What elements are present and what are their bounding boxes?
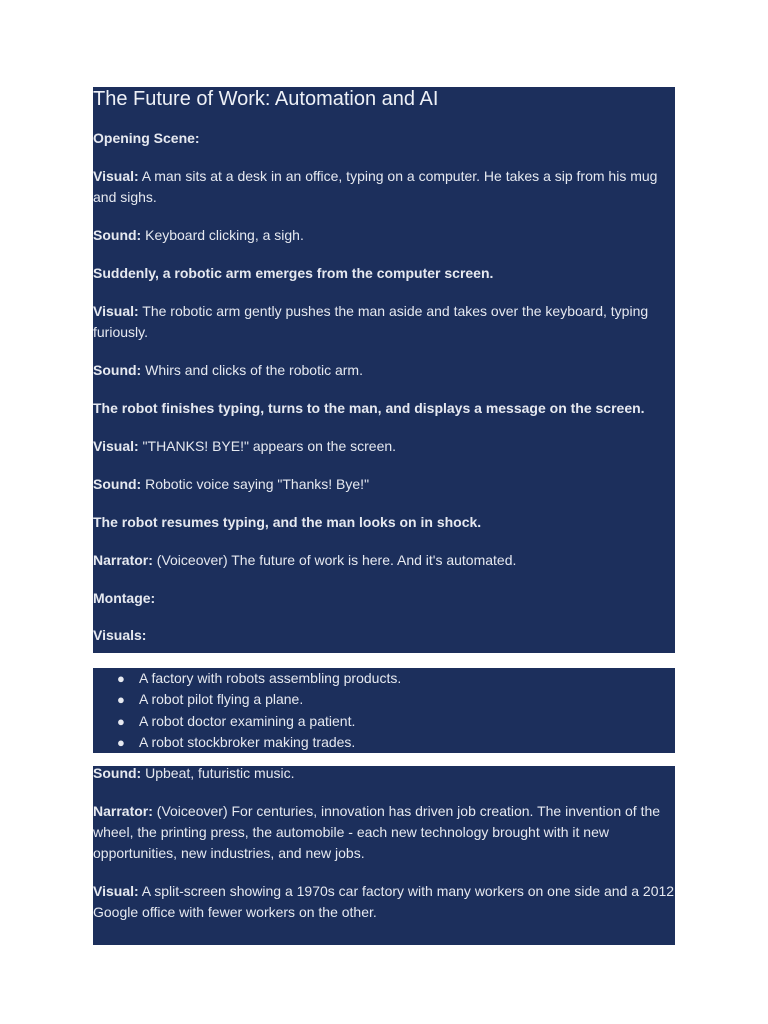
paragraph-visual-1: Visual: A man sits at a desk in an office, typing on a computer. He takes a sip from his mug and sighs. bbox=[93, 168, 658, 205]
list-item: ● A robot stockbroker making trades. bbox=[93, 732, 675, 753]
document-title: The Future of Work: Automation and AI bbox=[93, 88, 439, 110]
paragraph-visual-4: Visual: A split-screen showing a 1970s car factory with many workers on one side and a 2012 Google office with fewer workers on the other. bbox=[93, 883, 675, 920]
paragraph-visual-3: Visual: "THANKS! BYE!" appears on the screen. bbox=[93, 438, 397, 454]
paragraph-sound-1: Sound: Keyboard clicking, a sigh. bbox=[93, 227, 304, 243]
paragraph-sound-4: Sound: Upbeat, futuristic music. bbox=[93, 765, 295, 781]
bullet-icon: ● bbox=[117, 692, 125, 708]
visuals-list bbox=[93, 668, 675, 753]
paragraph-montage: Montage: bbox=[93, 590, 156, 606]
bullet-icon: ● bbox=[117, 671, 125, 686]
paragraph-narrator-1: Narrator: (Voiceover) The future of work is here. And it's automated. bbox=[93, 552, 517, 568]
bullet-icon: ● bbox=[117, 734, 125, 750]
paragraph-robot-finishes: The robot finishes typing, turns to the man, and displays a message on the screen. bbox=[93, 400, 645, 416]
paragraph-visuals-heading: Visuals: bbox=[93, 627, 147, 643]
script-block-visuals-list bbox=[93, 668, 675, 753]
paragraph-visual-2: Visual: The robotic arm gently pushes the man aside and takes over the keyboard, typing furiously. bbox=[93, 303, 649, 340]
paragraph-sound-3: Sound: Robotic voice saying "Thanks! Bye!" bbox=[93, 476, 370, 492]
list-item: ● A factory with robots assembling products. bbox=[93, 668, 675, 689]
paragraph-robot-resumes: The robot resumes typing, and the man looks on in shock. bbox=[93, 514, 482, 530]
paragraph-opening-scene: Opening Scene: bbox=[93, 130, 200, 146]
paragraph-robotic-arm-emerges: Suddenly, a robotic arm emerges from the computer screen. bbox=[93, 265, 494, 281]
paragraph-narrator-2: Narrator: (Voiceover) For centuries, innovation has driven job creation. The invention of the wheel, the printing press, the automobile - each new technology brought with it new opportunities, new industries, and new jobs. bbox=[93, 803, 661, 861]
script-block-opening bbox=[93, 87, 675, 653]
paragraph-sound-2: Sound: Whirs and clicks of the robotic arm. bbox=[93, 362, 363, 378]
list-item: ● A robot pilot flying a plane. bbox=[93, 689, 675, 710]
bullet-icon: ● bbox=[117, 713, 125, 729]
script-block-narration bbox=[93, 766, 675, 945]
list-item: ● A robot doctor examining a patient. bbox=[93, 711, 675, 732]
